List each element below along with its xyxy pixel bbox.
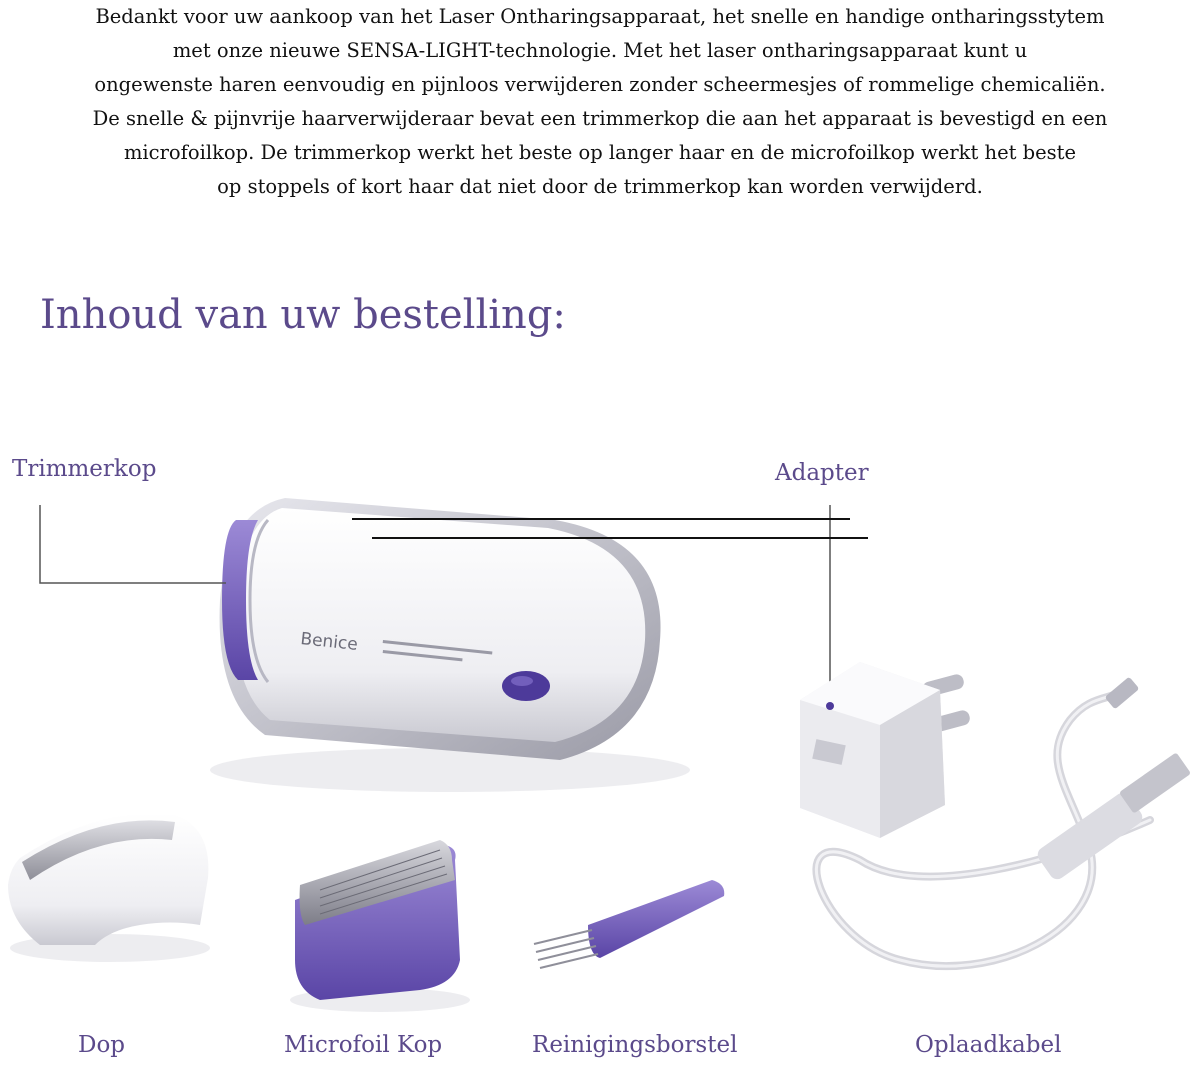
device-brand-logo: Benice [299, 629, 359, 655]
intro-line: De snelle & pijnvrije haarverwijderaar bevat een trimmerkop die aan het apparaat is bevestigd en een [92, 107, 1108, 130]
contents-heading: Inhoud van uw bestelling: [40, 292, 566, 338]
label-cap: Dop [78, 1032, 126, 1058]
label-microfoil-head: Microfoil Kop [284, 1032, 443, 1058]
microfoil-head-illustration [290, 840, 470, 1012]
intro-line: microfoilkop. De trimmerkop werkt het beste op langer haar en de microfoilkop werkt het beste [123, 141, 1077, 164]
intro-line: ongewenste haren eenvoudig en pijnloos verwijderen zonder scheermesjes of rommelige chemicaliën. [94, 73, 1106, 96]
power-button-icon [502, 671, 550, 701]
label-trimmer-head: Trimmerkop [12, 456, 157, 482]
label-adapter: Adapter [775, 460, 869, 486]
label-charging-cable: Oplaadkabel [915, 1032, 1062, 1058]
intro-line: Bedankt voor uw aankoop van het Laser Ontharingsapparaat, het snelle en handige ontharingsstytem [95, 5, 1105, 28]
label-cleaning-brush: Reinigingsborstel [532, 1032, 738, 1058]
adapter-illustration [800, 662, 971, 838]
intro-line: op stoppels of kort haar dat niet door de trimmerkop kan worden verwijderd. [217, 175, 983, 198]
intro-line: met onze nieuwe SENSA-LIGHT-technologie. Met het laser ontharingsapparaat kunt u [172, 39, 1028, 62]
adapter-marker-dot [826, 702, 834, 710]
cleaning-brush-illustration [534, 880, 724, 968]
hair-removal-device [210, 498, 690, 792]
cap-illustration [8, 813, 210, 962]
